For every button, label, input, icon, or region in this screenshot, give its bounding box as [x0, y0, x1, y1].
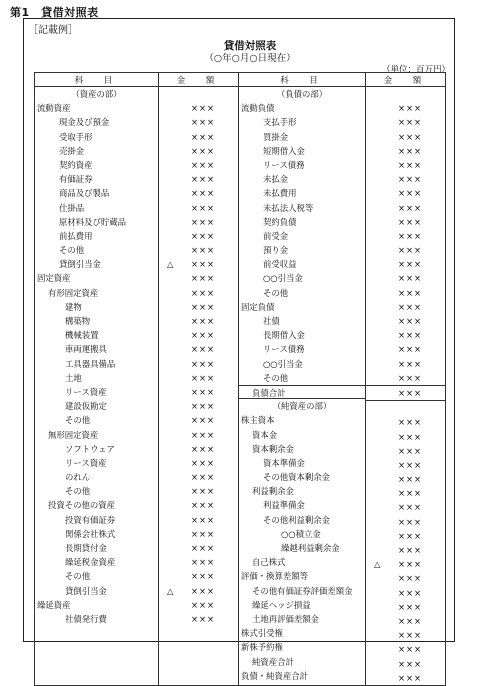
amount-value: ×××	[191, 457, 216, 468]
liability-row-label: リース債務	[263, 159, 305, 170]
liability-row-label: その他資本剰余金	[263, 472, 330, 483]
amount-value: ×××	[191, 543, 216, 553]
amount-value: ×××	[191, 316, 216, 326]
asset-row-label: リース資産	[65, 386, 107, 397]
asset-amounts-column	[159, 87, 239, 686]
amount-value: ×××	[398, 658, 423, 669]
amount-value: ×××	[191, 202, 216, 213]
amount-value: ×××	[191, 117, 216, 128]
liability-row-amount	[366, 529, 445, 543]
asset-row-amount	[159, 470, 238, 484]
liability-row-amount	[366, 557, 445, 571]
asset-row-label: 現金及び預金	[59, 117, 110, 128]
liability-row-label: 前受収益	[263, 259, 297, 270]
liability-row-label: 繰越利益剰余金	[281, 543, 340, 553]
amount-value: ×××	[191, 443, 216, 454]
asset-row-amount	[159, 314, 238, 328]
asset-row-amount	[159, 115, 238, 129]
asset-row-label: 有形固定資産	[48, 287, 99, 298]
amount-value: ×××	[191, 159, 216, 170]
amount-value: ×××	[191, 188, 216, 199]
liability-row-label: ○○積立金	[281, 528, 321, 539]
liability-row-label: ○○引当金	[263, 273, 303, 284]
liability-row-amount	[366, 328, 445, 342]
liability-row-amount	[366, 172, 445, 186]
amount-value: ×××	[398, 188, 423, 199]
liability-row-label: 自己株式	[252, 557, 286, 568]
amount-value: ×××	[398, 174, 423, 185]
amount-value: ×××	[191, 245, 216, 256]
asset-row-amount	[159, 286, 238, 300]
liability-row-amount	[366, 430, 445, 444]
liability-row-label: （負債の部）	[276, 89, 328, 99]
liability-row-amount	[366, 385, 445, 401]
amount-value: ×××	[398, 559, 423, 570]
amount-value: ×××	[398, 145, 423, 156]
col-header-liability-amount: 金 額	[366, 73, 446, 87]
asset-row-label: 繰延資産	[37, 599, 71, 610]
amount-value: ×××	[191, 557, 216, 568]
liability-row-label: 土地再評価差額金	[252, 613, 319, 624]
statement-title: 貸借対照表	[223, 40, 277, 52]
amount-value: ×××	[398, 344, 423, 355]
asset-row-label: ソフトウェア	[65, 443, 115, 454]
liability-row-label: 固定負債	[241, 301, 275, 312]
amount-value: ×××	[191, 358, 216, 369]
asset-row-amount	[159, 229, 238, 243]
asset-row-amount	[159, 201, 238, 215]
liability-row-label: 前受金	[263, 230, 289, 241]
amount-value: ×××	[398, 287, 423, 298]
amount-value: ×××	[398, 230, 423, 241]
liability-row-label: 資本剰余金	[252, 443, 294, 454]
amount-value: ×××	[398, 372, 423, 383]
asset-row-label: 貸倒引当金	[65, 585, 107, 596]
col-header-asset-amount: 金 額	[159, 73, 239, 87]
amount-value: ×××	[191, 528, 216, 539]
negative-sign: △	[167, 259, 174, 270]
asset-row-label: 建物	[65, 301, 82, 312]
asset-row-label: 機械装置	[65, 330, 99, 341]
liability-row-label: 未払法人税等	[263, 202, 314, 213]
asset-row-amount	[159, 300, 238, 314]
amount-value: ×××	[398, 672, 423, 683]
amount-value: ×××	[191, 613, 216, 624]
asset-row-label: 前払費用	[59, 230, 93, 241]
asset-row-label: リース資産	[65, 457, 107, 468]
amount-value: ×××	[191, 401, 216, 412]
liability-row-amount	[366, 657, 445, 671]
liability-row-label: リース債務	[263, 344, 305, 355]
liability-row-label: 流動負債	[241, 103, 275, 114]
asset-row-label: 売掛金	[59, 145, 85, 156]
liability-row-amount	[366, 243, 445, 257]
amount-value: ×××	[191, 216, 216, 227]
asset-row-amount	[159, 428, 238, 442]
liability-row-label: 未払費用	[263, 188, 297, 199]
asset-row-amount	[159, 130, 238, 144]
liability-row-amount	[366, 215, 445, 229]
amount-value: ×××	[191, 273, 216, 284]
liability-row-amount	[366, 229, 445, 243]
col-header-liability-item: 科 目	[239, 73, 366, 87]
liability-row-amount	[366, 671, 445, 685]
liability-row-amount	[366, 600, 445, 614]
amount-value: ×××	[191, 472, 216, 483]
asset-row-amount	[159, 243, 238, 257]
amount-value: ×××	[398, 202, 423, 213]
amount-value: ×××	[191, 103, 216, 114]
asset-row-amount	[159, 413, 238, 427]
amount-value: ×××	[191, 585, 216, 596]
liability-row-amount	[366, 458, 445, 472]
asset-row-amount	[159, 456, 238, 470]
asset-row-label: 固定資産	[37, 273, 71, 284]
statement-date: （○年○月○日現在）	[204, 53, 296, 64]
liability-labels-column	[239, 87, 366, 686]
asset-row-label: 貸倒引当金	[59, 259, 101, 270]
asset-row-amount	[159, 513, 238, 527]
liability-row-amount	[366, 314, 445, 328]
asset-row-label: その他	[65, 486, 91, 497]
liability-row-amount	[366, 642, 445, 656]
amount-value: ×××	[191, 599, 216, 610]
liability-row-amount	[366, 300, 445, 314]
liability-row-amount	[366, 415, 445, 429]
asset-row-label: 有価証券	[59, 174, 93, 185]
asset-row-amount	[159, 357, 238, 371]
amount-value: ×××	[191, 429, 216, 440]
asset-row-label: 無形固定資産	[48, 429, 99, 440]
asset-row-label: 工具器具備品	[65, 358, 116, 369]
liability-row-amount	[366, 357, 445, 371]
liability-row-label: 負債合計	[239, 385, 365, 399]
liability-row-amount	[366, 115, 445, 129]
asset-row-label: 建設仮勘定	[65, 401, 107, 412]
amount-value: ×××	[191, 372, 216, 383]
amount-value: ×××	[398, 587, 423, 598]
amount-value: ×××	[191, 486, 216, 497]
liability-amounts-column	[366, 87, 446, 686]
liability-row-amount	[366, 401, 445, 415]
amount-value: ×××	[191, 386, 216, 397]
liability-row-amount	[366, 130, 445, 144]
amount-value: ×××	[398, 103, 423, 114]
asset-row-amount	[159, 271, 238, 285]
liability-row-amount	[366, 628, 445, 642]
liability-row-label: 株主資本	[241, 415, 275, 426]
amount-value: ×××	[191, 145, 216, 156]
asset-row-label: 関係会社株式	[65, 528, 116, 539]
amount-value: ×××	[398, 502, 423, 513]
asset-row-label: 受取手形	[59, 131, 93, 142]
asset-row-amount	[159, 101, 238, 115]
liability-row-label: 繰延ヘッジ損益	[252, 599, 311, 610]
unit-label: （単位：百万円）	[381, 65, 450, 75]
example-label: ［記載例］	[28, 25, 78, 36]
asset-row-amount	[159, 569, 238, 583]
asset-row-amount	[159, 257, 238, 271]
liability-row-amount	[366, 614, 445, 628]
liability-row-amount	[366, 286, 445, 300]
amount-value: ×××	[398, 216, 423, 227]
amount-value: ×××	[398, 159, 423, 170]
amount-value: ×××	[398, 387, 423, 398]
liability-row-label: その他利益剰余金	[263, 514, 330, 525]
asset-row-amount	[159, 584, 238, 598]
amount-value: ×××	[398, 644, 423, 655]
liability-row-amount	[366, 586, 445, 600]
asset-row-label: 投資その他の資産	[48, 500, 115, 511]
liability-row-label: その他有価証券評価差額金	[252, 585, 353, 596]
amount-value: ×××	[191, 259, 216, 270]
amount-value: ×××	[398, 131, 423, 142]
asset-row-label: その他	[65, 415, 91, 426]
liability-row-amount	[366, 101, 445, 115]
liability-row-label: 預り金	[263, 245, 289, 256]
amount-value: ×××	[398, 530, 423, 541]
liability-row-label: （純資産の部）	[272, 401, 332, 412]
liability-row-label: 短期借入金	[263, 145, 305, 156]
asset-row-amount	[159, 385, 238, 399]
liability-row-label: 資本準備金	[263, 457, 305, 468]
amount-value: ×××	[191, 514, 216, 525]
liability-row-label: 支払手形	[263, 117, 297, 128]
asset-row-amount	[159, 498, 238, 512]
liability-row-amount	[366, 500, 445, 514]
liability-row-amount	[366, 144, 445, 158]
liability-row-label: 純資産合計	[252, 656, 294, 667]
amount-value: ×××	[398, 615, 423, 626]
asset-row-label: 仕掛品	[59, 202, 85, 213]
asset-labels-column	[35, 87, 159, 686]
asset-row-label: 投資有価証券	[65, 514, 116, 525]
negative-sign: △	[374, 559, 381, 570]
liability-row-amount	[366, 201, 445, 215]
liability-row-label: 買掛金	[263, 131, 289, 142]
liability-row-amount	[366, 515, 445, 529]
amount-value: ×××	[398, 573, 423, 584]
liability-row-amount	[366, 342, 445, 356]
liability-row-amount	[366, 87, 445, 101]
liability-row-label: 長期借入金	[263, 330, 305, 341]
asset-row-label: 長期貸付金	[65, 543, 107, 553]
amount-value: ×××	[398, 117, 423, 128]
col-header-asset-item: 科 目	[35, 73, 159, 87]
asset-row-label: 原材料及び貯蔵品	[59, 216, 126, 227]
liability-row-label: 利益剰余金	[252, 486, 294, 497]
asset-row-amount	[159, 215, 238, 229]
asset-row-amount	[159, 442, 238, 456]
amount-value: ×××	[398, 316, 423, 326]
asset-row-label: 繰延税金資産	[65, 557, 116, 568]
asset-row-amount	[159, 541, 238, 555]
amount-value: ×××	[398, 245, 423, 256]
asset-row-label: 土地	[65, 372, 82, 383]
negative-sign: △	[167, 585, 174, 596]
amount-value: ×××	[398, 273, 423, 284]
amount-value: ×××	[191, 301, 216, 312]
liability-row-label: 負債・純資産合計	[241, 670, 308, 681]
asset-row-amount	[159, 158, 238, 172]
amount-value: ×××	[191, 230, 216, 241]
liability-row-amount	[366, 186, 445, 200]
amount-value: ×××	[398, 445, 423, 456]
amount-value: ×××	[398, 474, 423, 485]
amount-value: ×××	[398, 358, 423, 369]
amount-value: ×××	[398, 516, 423, 527]
asset-row-amount	[159, 342, 238, 356]
liability-row-label: ○○引当金	[263, 358, 303, 369]
liability-row-label: その他	[263, 372, 289, 383]
asset-row-amount	[159, 186, 238, 200]
liability-row-label: 株式引受権	[241, 628, 283, 639]
asset-row-amount	[159, 328, 238, 342]
liability-row-amount	[366, 472, 445, 486]
liability-row-amount	[366, 571, 445, 585]
asset-row-amount	[159, 399, 238, 413]
liability-row-amount	[366, 257, 445, 271]
liability-row-label: 評価・換算差額等	[241, 571, 308, 582]
amount-value: ×××	[191, 287, 216, 298]
asset-row-amount	[159, 598, 238, 612]
liability-row-amount	[366, 486, 445, 500]
amount-value: ×××	[398, 601, 423, 612]
liability-row-label: 社債	[263, 316, 280, 326]
asset-row-label: その他	[65, 571, 91, 582]
asset-row-amount	[159, 371, 238, 385]
asset-row-label: （資産の部）	[71, 89, 122, 99]
asset-row-label: 構築物	[65, 316, 91, 326]
amount-value: ×××	[191, 330, 216, 341]
liability-row-label: 資本金	[252, 429, 278, 440]
asset-row-label: 流動資産	[37, 103, 71, 114]
asset-row-amount	[159, 484, 238, 498]
amount-value: ×××	[191, 571, 216, 582]
asset-row-label: 商品及び製品	[59, 188, 110, 199]
asset-row-label: 社債発行費	[65, 613, 107, 624]
amount-value: ×××	[398, 259, 423, 270]
amount-value: ×××	[191, 415, 216, 426]
amount-value: ×××	[398, 488, 423, 499]
asset-row-amount	[159, 612, 238, 626]
amount-value: ×××	[398, 459, 423, 470]
liability-row-label: 契約負債	[263, 216, 297, 227]
document-header: 第1 貸借対照表	[10, 6, 99, 19]
amount-value: ×××	[191, 174, 216, 185]
asset-row-amount	[159, 555, 238, 569]
asset-row-label: その他	[59, 245, 85, 256]
amount-value: ×××	[398, 330, 423, 341]
asset-row-amount	[159, 172, 238, 186]
asset-row-amount	[159, 527, 238, 541]
liability-row-label: その他	[263, 287, 289, 298]
amount-value: ×××	[191, 344, 216, 355]
asset-row-amount	[159, 87, 238, 101]
asset-row-label: のれん	[65, 472, 91, 483]
amount-value: ×××	[398, 301, 423, 312]
amount-value: ×××	[191, 131, 216, 142]
liability-row-amount	[366, 371, 445, 385]
amount-value: ×××	[398, 630, 423, 641]
liability-row-amount	[366, 543, 445, 557]
liability-row-label: 新株予約権	[241, 642, 283, 653]
liability-row-amount	[366, 158, 445, 172]
amount-value: ×××	[398, 417, 423, 428]
amount-value: ×××	[191, 500, 216, 511]
amount-value: ×××	[398, 545, 423, 555]
balance-sheet-table	[34, 72, 446, 686]
asset-row-label: 契約資産	[59, 159, 93, 170]
liability-row-amount	[366, 444, 445, 458]
liability-row-label: 利益準備金	[263, 500, 305, 511]
liability-row-amount	[366, 271, 445, 285]
asset-row-label: 車両運搬具	[65, 344, 107, 355]
asset-row-amount	[159, 144, 238, 158]
amount-value: ×××	[398, 431, 423, 442]
liability-row-label: 未払金	[263, 174, 289, 185]
